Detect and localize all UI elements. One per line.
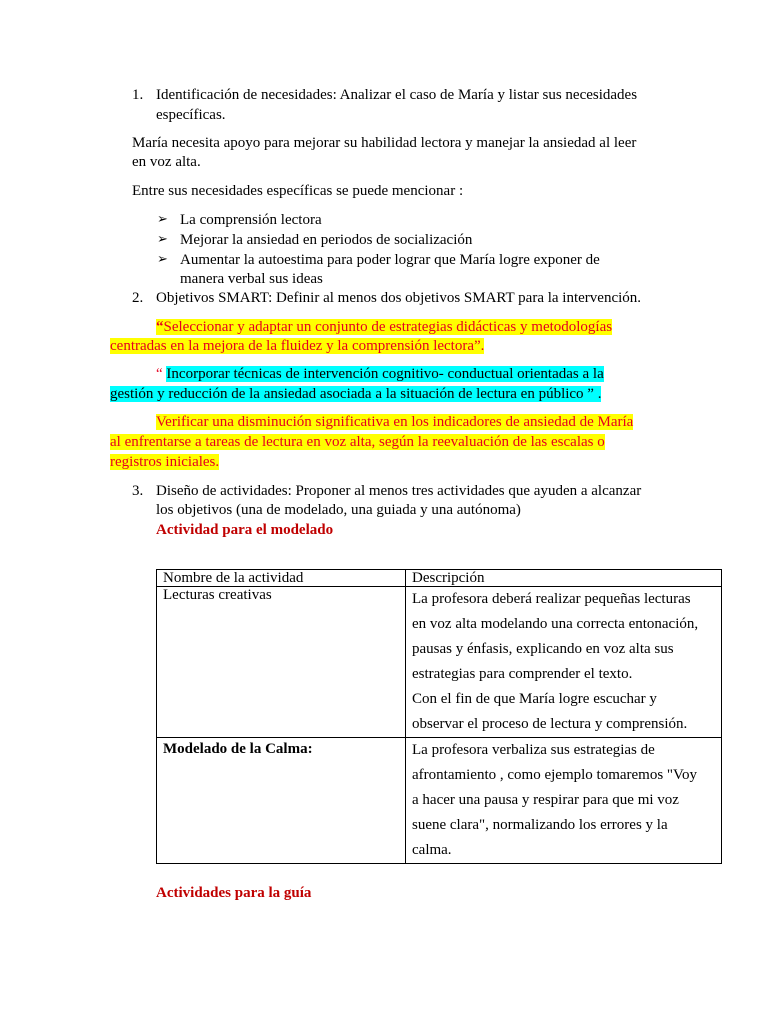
objective2-line2 bbox=[110, 384, 601, 404]
description-line: Con el fin de que María logre escuchar y bbox=[412, 691, 657, 707]
objective3-line2 bbox=[110, 432, 605, 452]
table-row bbox=[157, 738, 722, 864]
description-line: afrontamiento , como ejemplo tomaremos "Voy bbox=[412, 767, 697, 783]
bullet-3-text-line1: Aumentar la autoestima para poder lograr que María logre exponer de bbox=[180, 252, 600, 268]
item2-text: Objetivos SMART: Definir al menos dos objetivos SMART para la intervención. bbox=[156, 290, 642, 306]
bullet-1-text: La comprensión lectora bbox=[180, 212, 322, 228]
heading-modelado: Actividad para el modelado bbox=[156, 522, 334, 538]
activities-table bbox=[156, 569, 722, 864]
table-row bbox=[157, 587, 722, 738]
list-number-2: 2. bbox=[132, 290, 144, 306]
objective1-text-1: Seleccionar y adaptar un conjunto de estrategias didácticas y metodologías bbox=[163, 319, 613, 335]
description-line: pausas y énfasis, explicando en voz alta sus bbox=[412, 641, 674, 657]
item1-text-line1: Identificación de necesidades: Analizar el caso de María y listar sus necesidades bbox=[156, 87, 638, 103]
description-line: La profesora verbaliza sus estrategias de bbox=[412, 742, 655, 758]
description-line: observar el proceso de lectura y comprensión. bbox=[412, 716, 688, 732]
objective2-open-quote: “ bbox=[156, 366, 167, 382]
description-line: estrategias para comprender el texto. bbox=[412, 666, 633, 682]
list-number-1: 1. bbox=[132, 87, 144, 103]
description-line: en voz alta modelando una correcta entonación, bbox=[412, 616, 699, 632]
objective2-line1 bbox=[156, 364, 604, 384]
item3-text-line1: Diseño de actividades: Proponer al menos tres actividades que ayuden a alcanzar bbox=[156, 483, 642, 499]
description-line: suene clara", normalizando los errores y la bbox=[412, 817, 668, 833]
description-line: calma. bbox=[412, 842, 452, 858]
objective3-line3 bbox=[110, 452, 219, 472]
objective3-text-2: al enfrentarse a tareas de lectura en voz alta, según la reevaluación de las escalas o bbox=[110, 434, 605, 450]
table-header-description: Descripción bbox=[406, 570, 722, 587]
para2: Entre sus necesidades específicas se puede mencionar : bbox=[132, 183, 464, 199]
arrowhead-bullet-icon: ➢ bbox=[157, 211, 168, 226]
objective1-open-quote: “ bbox=[156, 319, 164, 335]
description-line: La profesora deberá realizar pequeñas lecturas bbox=[412, 591, 691, 607]
objective2-text-2: gestión y reducción de la ansiedad asociada a la situación de lectura en público ” . bbox=[110, 386, 602, 402]
table-header-name: Nombre de la actividad bbox=[157, 570, 406, 587]
arrowhead-bullet-icon: ➢ bbox=[157, 251, 168, 266]
objective3-text-1: Verificar una disminución significativa en los indicadores de ansiedad de María bbox=[156, 414, 634, 430]
item1-text-line2: específicas. bbox=[156, 107, 226, 123]
list-number-3: 3. bbox=[132, 483, 144, 499]
objective1-text-2: centradas en la mejora de la fluidez y la comprensión lectora”. bbox=[110, 338, 485, 354]
objective1-line2 bbox=[110, 336, 484, 356]
activity-name: Modelado de la Calma: bbox=[157, 738, 406, 864]
para1-line1: María necesita apoyo para mejorar su habilidad lectora y manejar la ansiedad al leer bbox=[132, 135, 637, 151]
bullet-2-text: Mejorar la ansiedad en periodos de socialización bbox=[180, 232, 473, 248]
objective3-line1 bbox=[156, 412, 633, 432]
activity-description bbox=[406, 587, 722, 738]
item3-text-line2: los objetivos (una de modelado, una guiada y una autónoma) bbox=[156, 502, 521, 518]
bullet-3-text-line2: manera verbal sus ideas bbox=[180, 271, 323, 287]
table-header-row bbox=[157, 570, 722, 587]
activity-name: Lecturas creativas bbox=[157, 587, 406, 738]
description-line: a hacer una pausa y respirar para que mi voz bbox=[412, 792, 679, 808]
objective2-text-1: Incorporar técnicas de intervención cognitivo- conductual orientadas a la bbox=[166, 366, 604, 382]
para1-line2: en voz alta. bbox=[132, 154, 201, 170]
heading-guia: Actividades para la guía bbox=[156, 885, 312, 901]
objective1-line1 bbox=[156, 317, 612, 337]
arrowhead-bullet-icon: ➢ bbox=[157, 231, 168, 246]
activity-description bbox=[406, 738, 722, 864]
objective3-text-3: registros iniciales. bbox=[110, 454, 220, 470]
